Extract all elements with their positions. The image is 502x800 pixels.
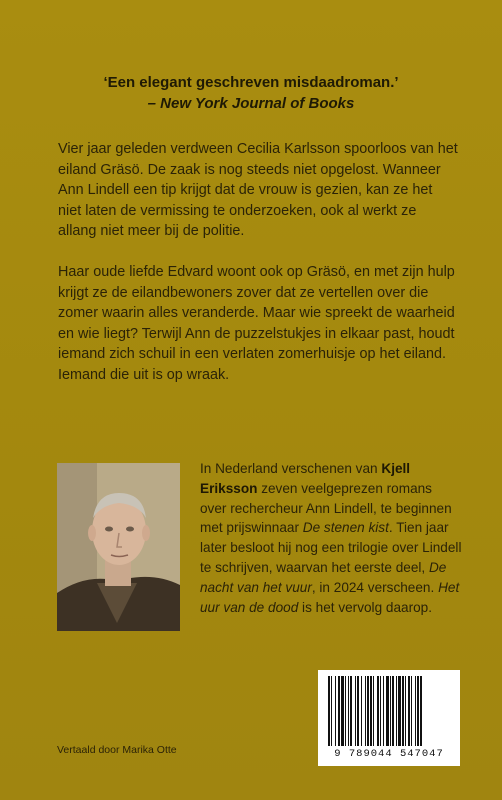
book-title-3: Het uur van de dood [200, 579, 460, 615]
quote-source: – New York Journal of Books [147, 95, 355, 112]
book-title-2: De nacht van het vuur [200, 559, 447, 595]
author-photo [57, 463, 180, 631]
blurb-paragraph-2: Haar oude liefde Edvard woont ook op Gräsö, en met zijn hulp krijgt ze de eilandbewoners zover dat ze vertellen over die zomer waarin alles veranderde. Maar wie spreekt de waarheid en wie liegt? Terwijl Ann de puzzelstukjes in elkaar past, houdt iemand zich schuil in een verlaten zomerhuisje op het eiland. Iemand die uit is op wraak. [58, 263, 455, 383]
author-bio [200, 459, 462, 617]
isbn-barcode [318, 670, 460, 766]
author-name: Kjell Eriksson [200, 461, 411, 496]
bio-lead: In Nederland verschenen van [200, 461, 378, 476]
bio-text-3: , in 2024 verscheen. [311, 579, 435, 595]
bio-text-2: . Tien jaar later besloot hij nog een trilogie over Lindell te schrijven, waarvan het eerste deel, [200, 520, 462, 575]
bio-text-4: is het vervolg daarop. [302, 599, 433, 615]
author-portrait-image [57, 463, 180, 631]
book-title-1: De stenen kist [302, 520, 389, 536]
barcode-bars [326, 676, 452, 746]
book-blurb [58, 139, 458, 406]
blurb-paragraph-1: Vier jaar geleden verdween Cecilia Karlsson spoorloos van het eiland Gräsö. De zaak is nog steeds niet opgelost. Wanneer Ann Lindell een tip krijgt dat de vrouw is gezien, kan ze het niet laten de vermissing te onderzoeken, ook al werkt ze allang niet meer bij de politie. [58, 141, 458, 240]
translator-credit: Vertaald door Marika Otte [57, 744, 177, 756]
bio-text-1: zeven veelgeprezen romans over rechercheur Ann Lindell, te beginnen met prijswinnaar [200, 480, 452, 536]
isbn-number: 9 789044 547047 [334, 748, 444, 760]
quote-text: ‘Een elegant geschreven misdaadroman.’ [103, 74, 399, 91]
review-quote [0, 72, 502, 114]
